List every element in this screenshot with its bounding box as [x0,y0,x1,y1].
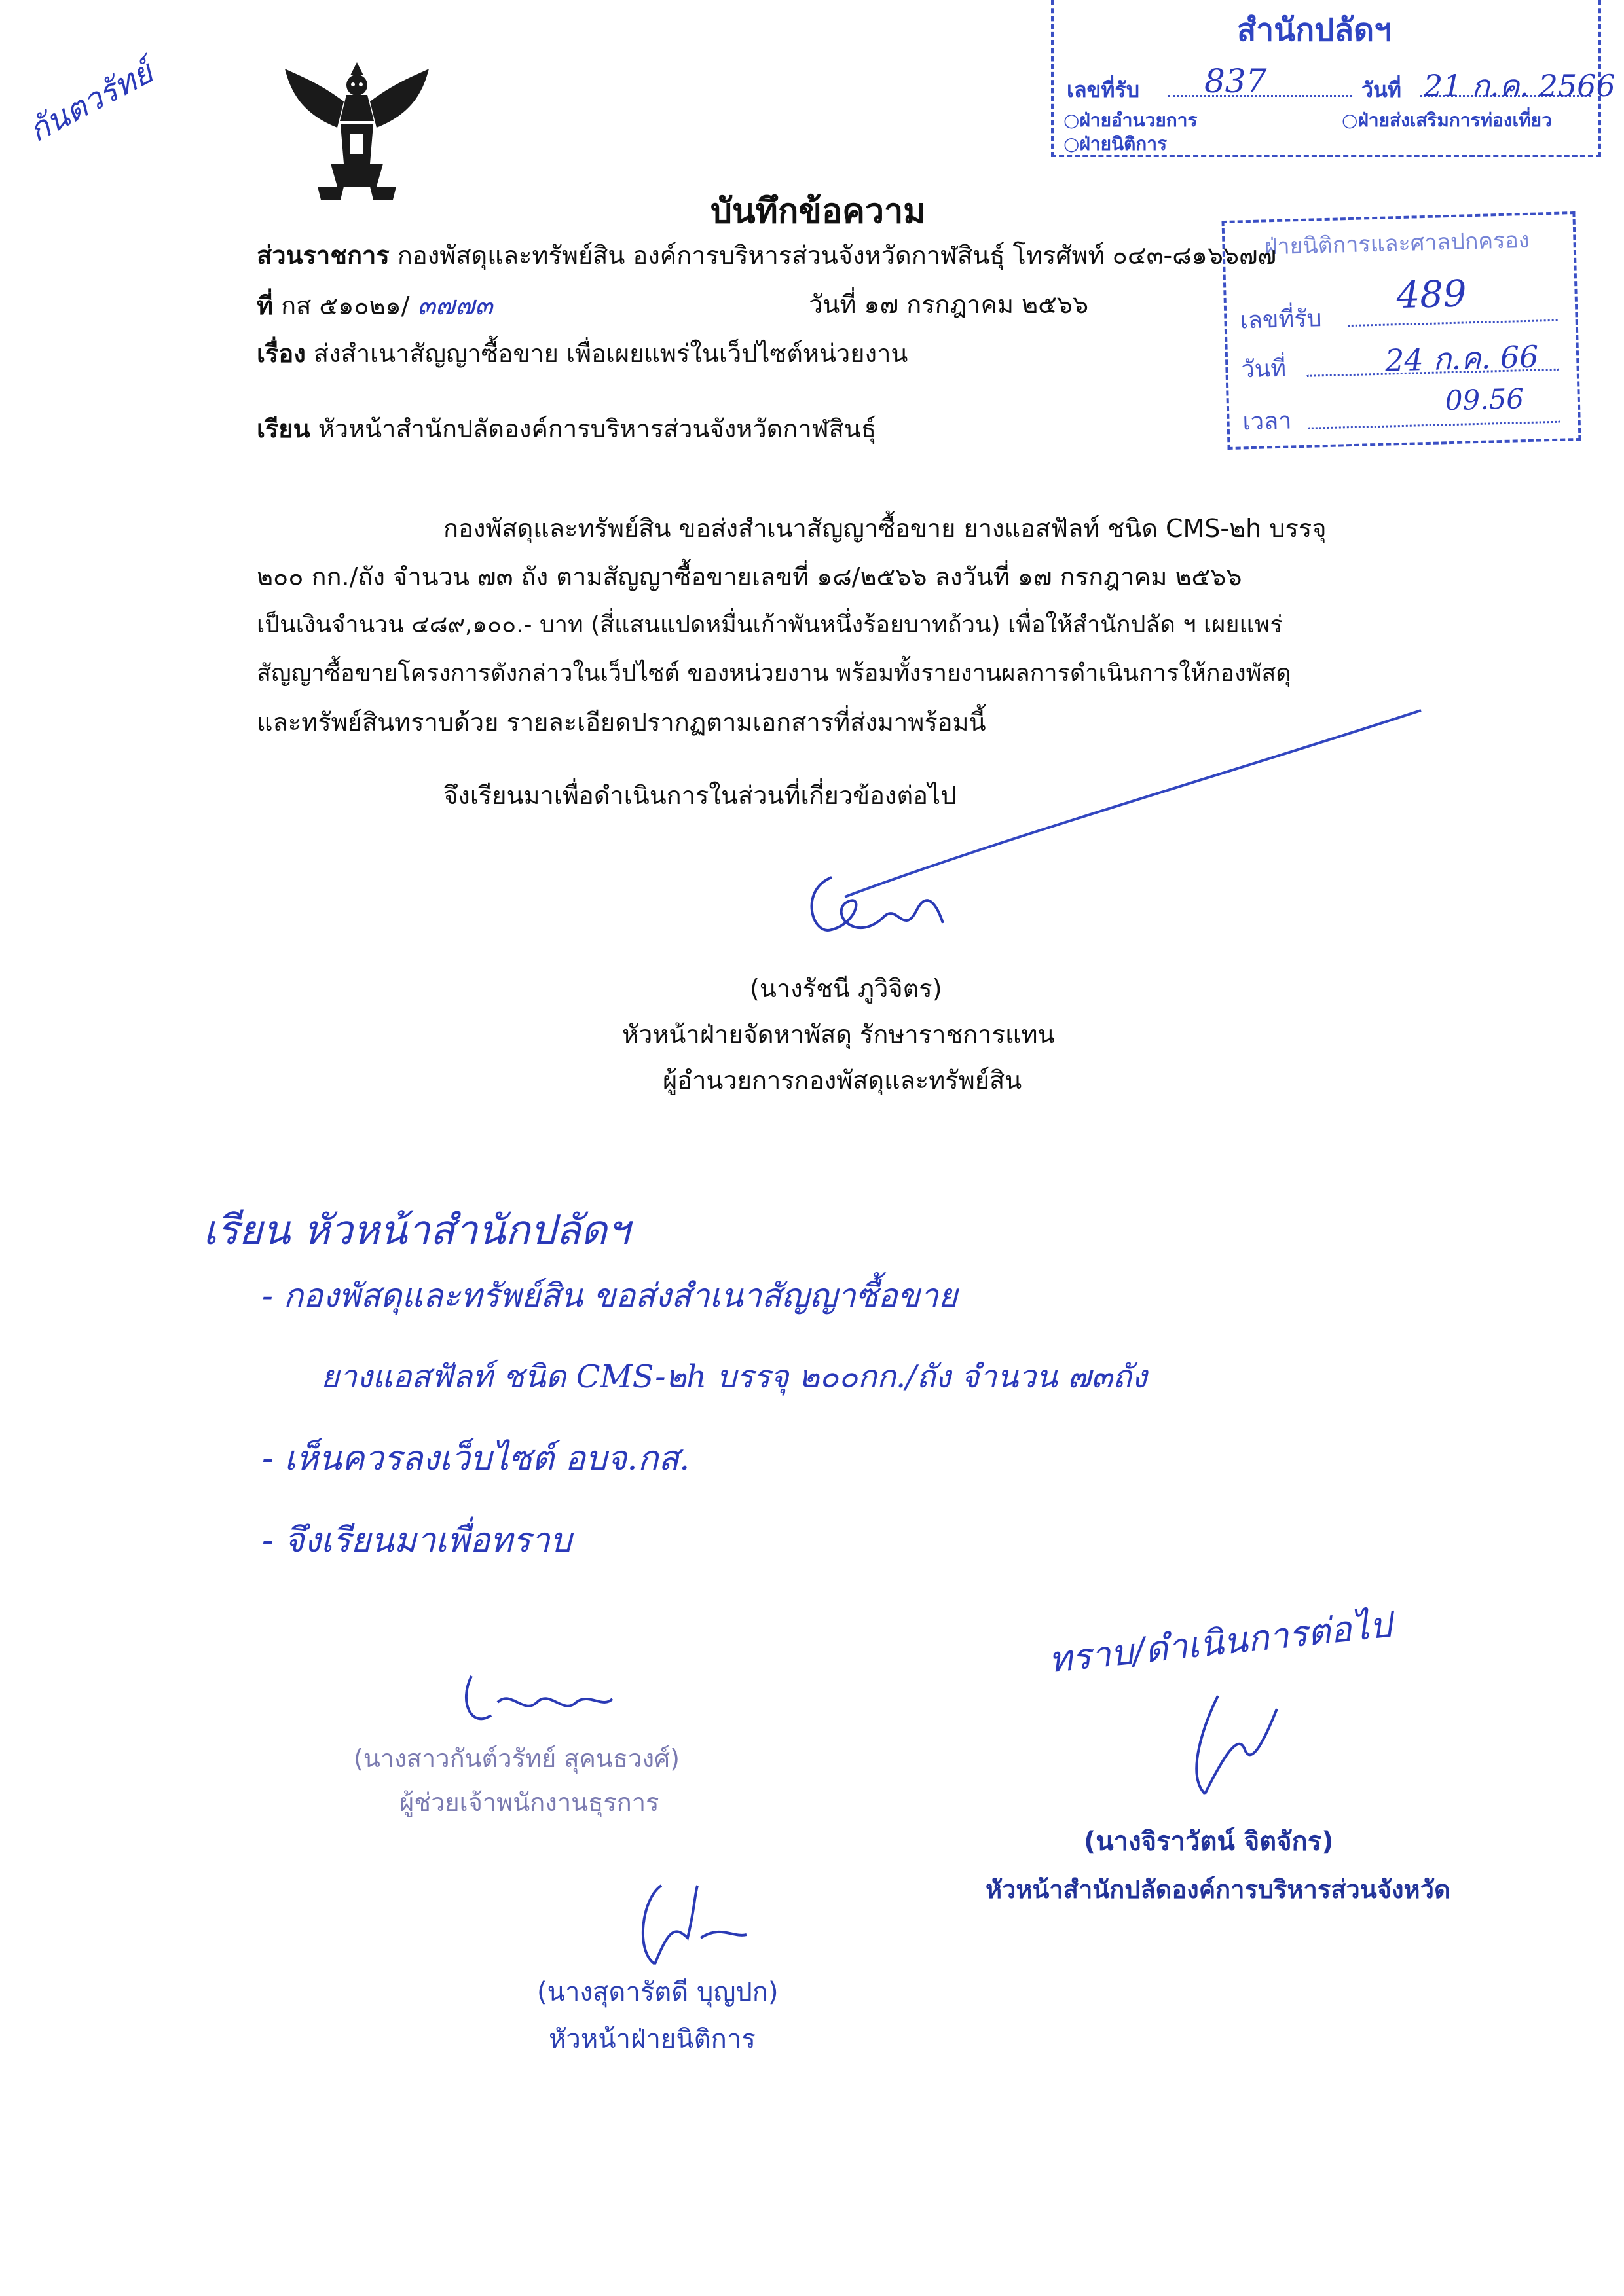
body-line: สัญญาซื้อขายโครงการดังกล่าวในเว็ปไซต์ ของหน่วยงาน พร้อมทั้งรายงานผลการดำเนินการให้กองพัสดุ [257,660,1291,687]
stamp-receipt-no: 837 [1204,62,1267,100]
reference-line [257,288,492,323]
signer-position-2: ผู้อำนวยการกองพัสดุและทรัพย์สิน [663,1066,1022,1095]
stamp2-date-label: วันที่ [1240,355,1287,384]
stamp2-receipt-no: 489 [1395,272,1467,318]
stamp-title: สำนักปลัดฯ [1237,12,1392,48]
stamp2-time-label: เวลา [1242,407,1292,436]
body-line: เป็นเงินจำนวน ๔๘๙,๑๐๐.- บาท (สี่แสนแปดหมื่นเก้าพันหนึ่งร้อยบาทถ้วน) เพื่อให้สำนักปลัด ฯ เผยแพร่ [257,611,1283,638]
right-hand-note: ทราบ/ดำเนินการต่อไป [1046,1603,1393,1681]
date-value: ๑๗ กรกฎาคม ๒๕๖๖ [864,290,1089,319]
subject-label: เรื่อง [257,339,306,368]
radio-circle-icon: ○ [1063,109,1080,131]
signature-kantawarat [452,1663,622,1735]
agency-value: กองพัสดุและทรัพย์สิน องค์การบริหารส่วนจังหวัดกาฬสินธุ์ โทรศัพท์ ๐๔๓-๘๑๖๖๗๗ [397,241,1277,270]
stamp-option-admin: ○ฝ่ายอำนวยการ [1063,109,1198,131]
to-label: เรียน [257,414,310,443]
ref-hand-number: ๓๗๗๓ [417,291,493,321]
garuda-emblem [278,56,435,206]
right-signer-name: (นางจิราวัตน์ จิตจักร) [1084,1827,1334,1857]
subject-value: ส่งสำเนาสัญญาซื้อขาย เพื่อเผยแพร่ในเว็ปไซต์หน่วยงาน [313,339,908,368]
stamp-option-tourism: ○ฝ่ายส่งเสริมการท่องเที่ยว [1342,109,1552,131]
margin-note: กันตวรัทย์ [22,54,159,150]
body-line: และทรัพย์สินทราบด้วย รายละเอียดปรากฏตามเอกสารที่ส่งมาพร้อมนี้ [257,708,986,737]
radio-circle-icon: ○ [1063,133,1080,155]
addressee-line [257,412,876,446]
stamp2-title: ฝ่ายนิติการและศาลปกครอง [1264,227,1530,261]
subject-line [257,337,908,371]
hand-note-line-1: เรียน หัวหน้าสำนักปลัดฯ [203,1206,630,1254]
stamp-date-value: 21 ก.ค. 2566 [1424,68,1615,103]
left-signer-position: ผู้ช่วยเจ้าพนักงานธุรการ [399,1788,659,1817]
to-value: หัวหน้าสำนักปลัดองค์การบริหารส่วนจังหวัดกาฬสินธุ์ [318,414,877,443]
signature-rachanee [786,864,956,975]
body-line: กองพัสดุและทรัพย์สิน ขอส่งสำเนาสัญญาซื้อขาย ยางแอสฟัลท์ ชนิด CMS-๒h บรรจุ [443,514,1327,543]
stamp-option-legal: ○ฝ่ายนิติการ [1063,133,1168,155]
stamp-receipt-label: เลขที่รับ [1067,77,1140,102]
hand-note-line-5: - จึงเรียนมาเพื่อทราบ [262,1521,572,1560]
signer-name: (นางรัชนี ภูวิจิตร) [750,974,942,1003]
right-signer-position: หัวหน้าสำนักปลัดองค์การบริหารส่วนจังหวัด [986,1875,1450,1904]
stamp2-time-value: 09.56 [1445,382,1524,417]
bottom-signer-position: หัวหน้าฝ่ายนิติการ [549,2024,756,2054]
signature-jirawat [1166,1683,1297,1813]
agency-label: ส่วนราชการ [257,241,390,270]
radio-circle-icon: ○ [1342,109,1358,131]
body-line: ๒๐๐ กก./ถัง จำนวน ๗๓ ถัง ตามสัญญาซื้อขายเลขที่ ๑๘/๒๕๖๖ ลงวันที่ ๑๗ กรกฎาคม ๒๕๖๖ [257,562,1242,591]
received-stamp [1051,0,1615,157]
memo-title: บันทึกข้อความ [710,192,926,231]
ref-value: กส ๕๑๐๒๑/ [281,291,410,320]
closing-line: จึงเรียนมาเพื่อดำเนินการในส่วนที่เกี่ยวข้องต่อไป [443,781,957,810]
stamp-date-label: วันที่ [1361,77,1401,102]
signer-position-1: หัวหน้าฝ่ายจัดหาพัสดุ รักษาราชการแทน [622,1020,1055,1049]
hand-note-line-2: - กองพัสดุและทรัพย์สิน ขอส่งสำเนาสัญญาซื้อขาย [262,1277,958,1315]
stamp2-date-value: 24 ก.ค. 66 [1384,338,1540,378]
hand-note-line-4: - เห็นควรลงเว็บไซต์ อบจ.กส. [262,1439,690,1478]
bottom-signer-name: (นางสุดารัตดี บุญปก) [537,1977,779,2007]
date-label: วันที่ [809,290,857,319]
left-signer-name: (นางสาวกันต์วรัทย์ สุคนธวงศ์) [354,1744,680,1773]
date-line [809,288,1088,321]
stamp2-receipt-label: เลขที่รับ [1239,305,1322,335]
signature-sudaratdee [616,1872,760,1977]
ref-label: ที่ [257,291,274,320]
hand-note-line-3: ยางแอสฟัลท์ ชนิด CMS-๒h บรรจุ ๒๐๐กก./ถัง จำนวน ๗๓ถัง [321,1358,1147,1395]
agency-line [257,239,1276,272]
